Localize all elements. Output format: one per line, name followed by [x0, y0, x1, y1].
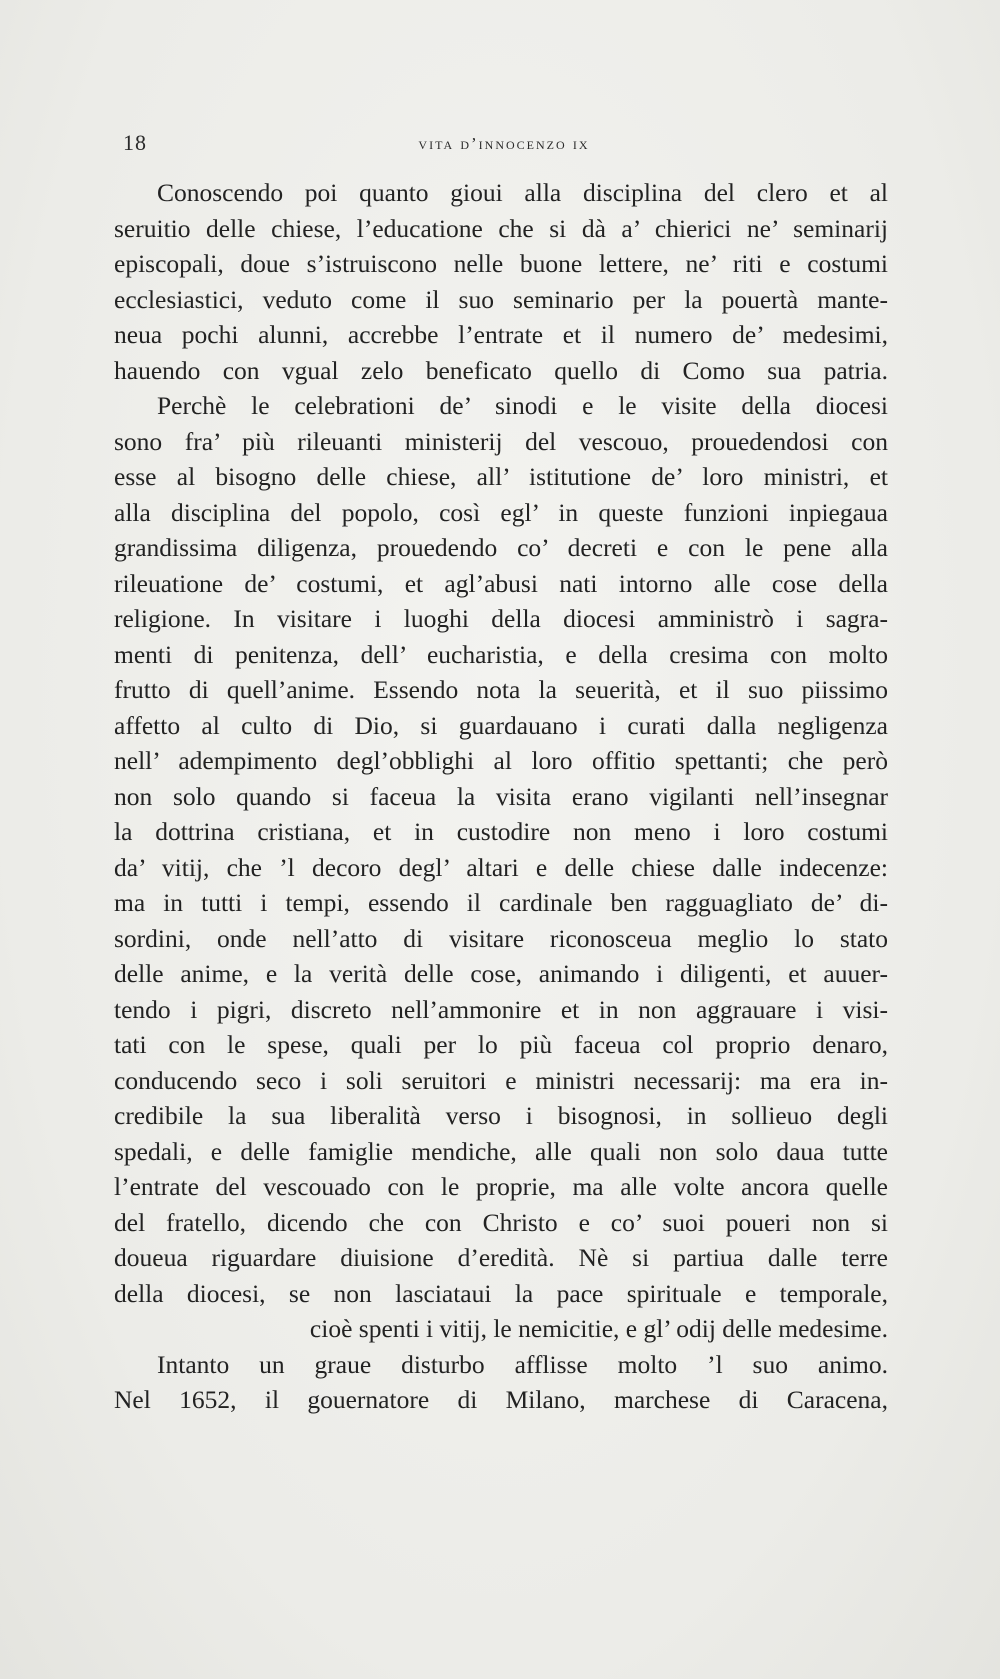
text-line: tendo i pigri, discreto nell’ammonire et in non aggrauare i visi-	[114, 994, 888, 1024]
text-line: cioè spenti i vitij, le nemicitie, e gl’ odij delle medesime.	[309, 1314, 888, 1343]
text-line: l’entrate del vescouado con le proprie, ma alle volte ancora quelle	[114, 1172, 888, 1201]
text-line: Conoscendo poi quanto gioui alla disciplina del clero et al	[157, 178, 888, 207]
text-line: religione. In visitare i luoghi della diocesi amministrò i sagra-	[114, 604, 888, 633]
running-title: vita d’innocenzo ix	[418, 134, 590, 153]
text-line: la dottrina cristiana, et in custodire non meno i loro costumi	[114, 817, 888, 846]
text-line: seruitio delle chiese, l’educatione che si dà a’ chierici ne’ seminarij	[114, 213, 888, 243]
text-line: hauendo con vgual zelo beneficato quello di Como sua patria.	[114, 355, 888, 385]
text-line: neua pochi alunni, accrebbe l’entrate et il numero de’ medesimi,	[114, 320, 888, 349]
text-line: rileuatione de’ costumi, et agl’abusi nati intorno alle cose della	[114, 568, 888, 598]
text-line: sordini, onde nell’atto di visitare riconosceua meglio lo stato	[114, 923, 888, 953]
body-text	[114, 175, 888, 1418]
text-line: credibile la sua liberalità verso i bisognosi, in sollieuo degli	[114, 1101, 888, 1130]
text-line: ecclesiastici, veduto come il suo seminario per la pouertà mante-	[114, 284, 888, 314]
text-line: della diocesi, se non lasciataui la pace spirituale e temporale,	[114, 1278, 888, 1308]
page-number: 18	[123, 130, 147, 155]
text-line: da’ vitij, che ’l decoro degl’ altari e delle chiese dalle indecenze:	[114, 852, 888, 882]
text-line: Nel 1652, il gouernatore di Milano, marchese di Caracena,	[114, 1385, 888, 1414]
page-header	[123, 130, 885, 160]
text-line: frutto di quell’anime. Essendo nota la seuerità, et il suo piissimo	[114, 675, 888, 704]
text-line: menti di penitenza, dell’ eucharistia, e della cresima con molto	[114, 639, 888, 669]
text-line: ma in tutti i tempi, essendo il cardinale ben ragguagliato de’ di-	[114, 888, 888, 917]
text-line: esse al bisogno delle chiese, all’ istitutione de’ loro ministri, et	[114, 462, 888, 491]
text-line: affetto al culto di Dio, si guardauano i curati dalla negligenza	[114, 710, 888, 740]
text-line: episcopali, doue s’istruiscono nelle buone lettere, ne’ riti e costumi	[114, 249, 888, 278]
text-line: conducendo seco i soli seruitori e ministri necessarij: ma era in-	[114, 1065, 888, 1095]
text-line: Intanto un graue disturbo afflisse molto ’l suo animo.	[157, 1349, 888, 1379]
text-line: nell’ adempimento degl’obblighi al loro offitio spettanti; che però	[114, 746, 888, 775]
text-line: tati con le spese, quali per lo più faceua col proprio denaro,	[114, 1030, 888, 1059]
text-line: del fratello, dicendo che con Christo e co’ suoi poueri non si	[114, 1207, 888, 1237]
text-line: grandissima diligenza, prouedendo co’ decreti e con le pene alla	[114, 533, 888, 562]
text-line: doueua riguardare diuisione d’eredità. Nè si partiua dalle terre	[114, 1243, 888, 1272]
text-line: delle anime, e la verità delle cose, animando i diligenti, et auuer-	[114, 959, 888, 988]
text-line: sono fra’ più rileuanti ministerij del vescouo, prouedendosi con	[114, 426, 888, 456]
text-line: Perchè le celebrationi de’ sinodi e le visite della diocesi	[157, 391, 888, 420]
text-line: alla disciplina del popolo, così egl’ in queste funzioni inpiegaua	[114, 497, 888, 527]
text-line: non solo quando si faceua la visita erano vigilanti nell’insegnar	[114, 781, 888, 811]
text-line: spedali, e delle famiglie mendiche, alle quali non solo daua tutte	[114, 1136, 888, 1166]
